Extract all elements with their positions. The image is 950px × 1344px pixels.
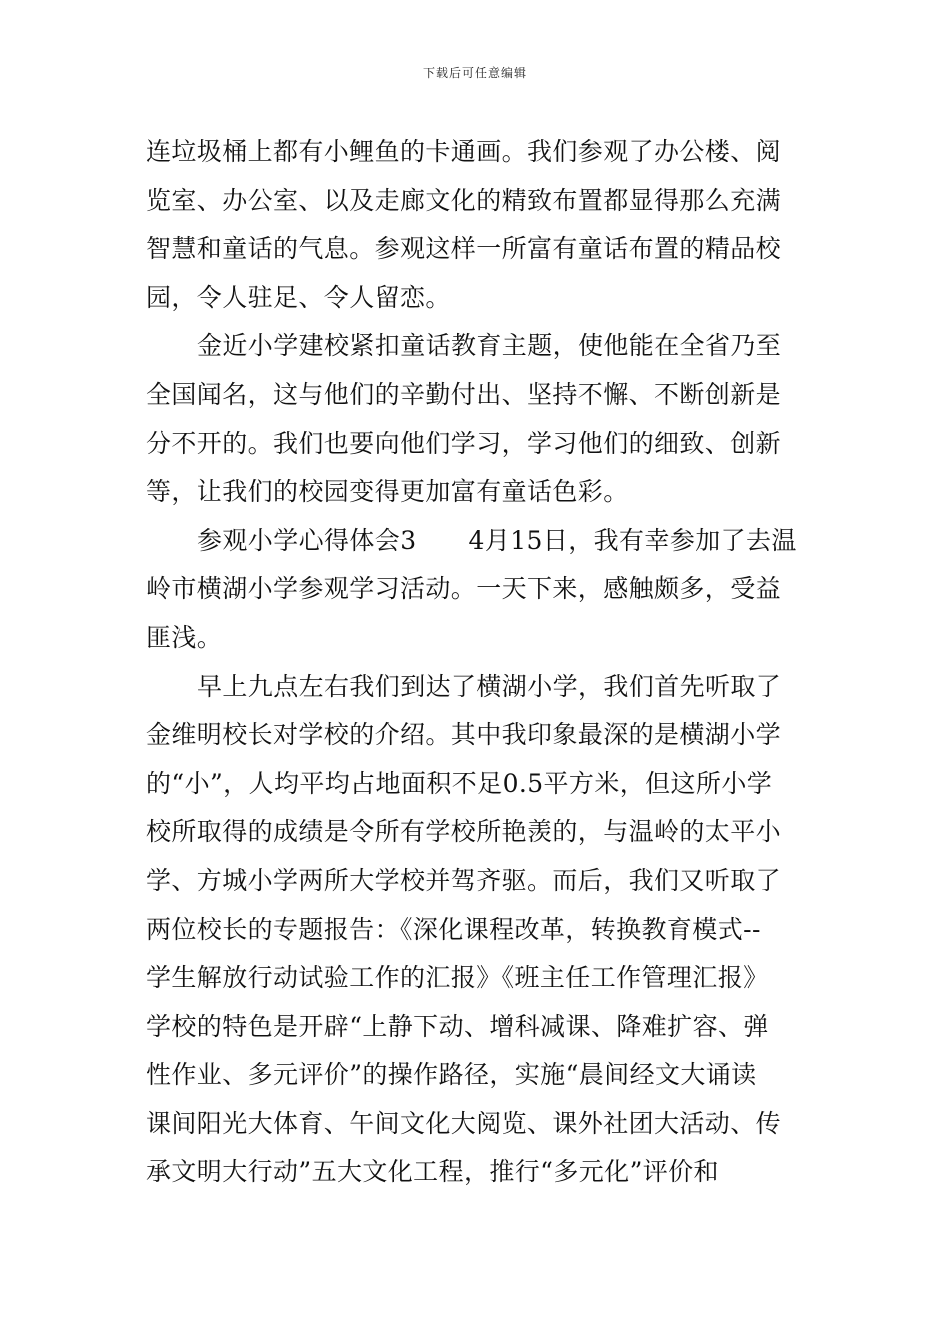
paragraph-line: 匪浅。 xyxy=(146,622,223,652)
section-title: 参观小学心得体会3 xyxy=(197,525,417,555)
paragraph-line: 承文明大行动”五大文化工程，推行“多元化”评价和 xyxy=(146,1157,719,1187)
paragraph-line: 学、方城小学两所大学校并驾齐驱。而后，我们又听取了 xyxy=(146,865,782,895)
paragraph-line: 课间阳光大体育、午间文化大阅览、课外社团大活动、传 xyxy=(146,1108,782,1138)
paragraph-text: 4月15日，我有幸参加了去温 xyxy=(468,525,797,555)
document-body xyxy=(146,128,810,1197)
paragraph-line: 智慧和童话的气息。参观这样一所富有童话布置的精品校 xyxy=(146,234,782,264)
paragraph-line: 览室、办公室、以及走廊文化的精致布置都显得那么充满 xyxy=(146,185,782,215)
paragraph-line: 园，令人驻足、令人留恋。 xyxy=(146,282,451,312)
paragraph-line: 连垃圾桶上都有小鲤鱼的卡通画。我们参观了办公楼、阅 xyxy=(146,137,782,166)
paragraph-line: 分不开的。我们也要向他们学习，学习他们的细致、创新 xyxy=(146,428,782,458)
paragraph-line: 等，让我们的校园变得更加富有童话色彩。 xyxy=(146,477,629,507)
paragraph-line: 全国闻名，这与他们的辛勤付出、坚持不懈、不断创新是 xyxy=(146,379,782,409)
page-header: 下载后可任意编辑 xyxy=(422,66,527,80)
paragraph-line: 的“小”，人均平均占地面积不足0.5平方米，但这所小学 xyxy=(146,768,773,798)
paragraph-line: 岭市横湖小学参观学习活动。一天下来，感触颇多，受益 xyxy=(146,574,782,604)
paragraph-line: 校所取得的成绩是令所有学校所艳羡的，与温岭的太平小 xyxy=(146,817,782,847)
paragraph-line: 学生解放行动试验工作的汇报》《班主任工作管理汇报》 xyxy=(146,963,769,993)
paragraph-line: 两位校长的专题报告：《深化课程改革，转换教育模式-- xyxy=(146,914,761,944)
paragraph-line: 早上九点左右我们到达了横湖小学，我们首先听取了 xyxy=(197,671,782,701)
paragraph-line: 学校的特色是开辟“上静下动、增科减课、降难扩容、弹 xyxy=(146,1011,769,1041)
paragraph-line: 金近小学建校紧扣童话教育主题，使他能在全省乃至 xyxy=(197,331,782,361)
paragraph-line: 金维明校长对学校的介绍。其中我印象最深的是横湖小学 xyxy=(146,720,782,750)
paragraph-line xyxy=(146,517,810,566)
paragraph-line: 性作业、多元评价”的操作路径，实施“晨间经文大诵读 xyxy=(146,1060,757,1090)
